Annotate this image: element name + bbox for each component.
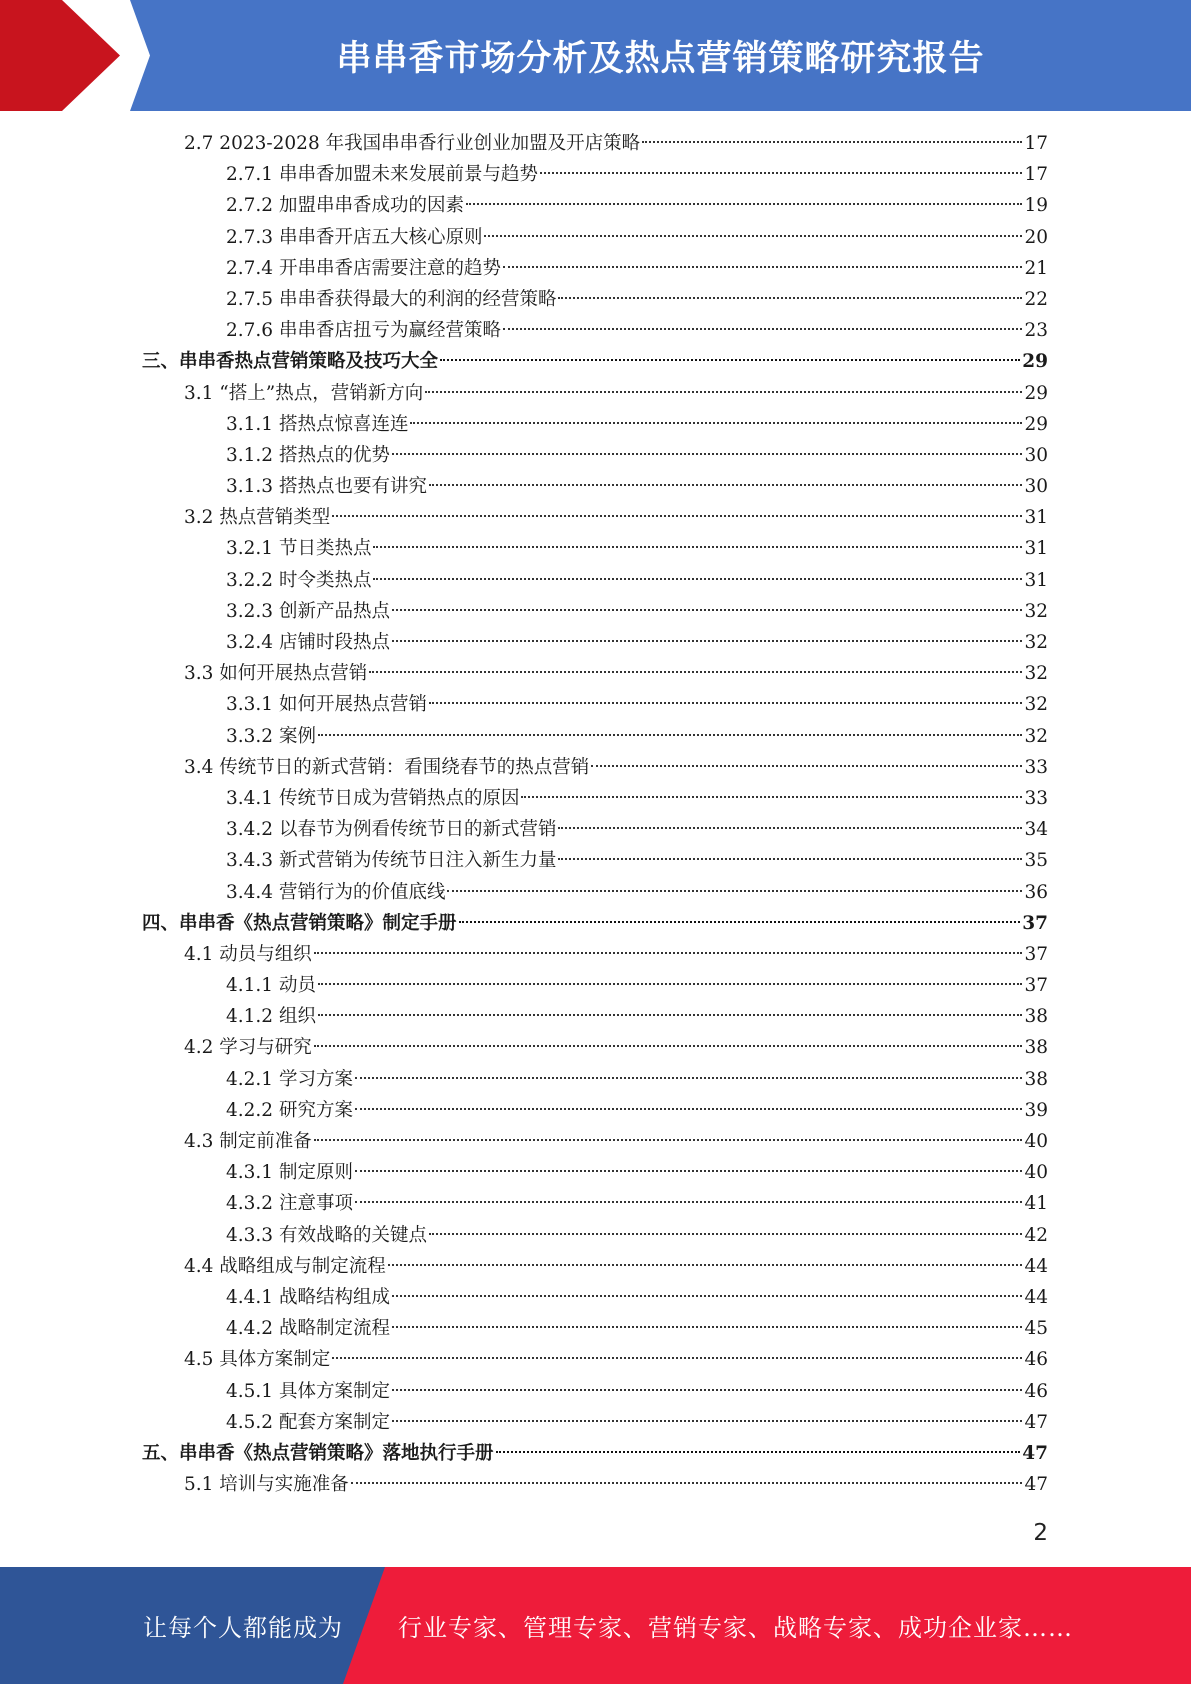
toc-entry-page: 36 (1024, 881, 1048, 903)
toc-entry[interactable] (142, 877, 1048, 908)
toc-dot-leader (392, 453, 1022, 455)
toc-entry-label: 5.1 培训与实施准备 (184, 1474, 349, 1496)
toc-dot-leader (503, 266, 1022, 268)
toc-entry-page: 30 (1024, 444, 1048, 466)
toc-dot-leader (355, 1201, 1023, 1203)
toc-entry[interactable] (142, 1438, 1048, 1469)
toc-entry-page: 31 (1024, 507, 1048, 529)
toc-entry[interactable] (142, 440, 1048, 471)
toc-dot-leader (429, 484, 1022, 486)
toc-entry[interactable] (142, 1095, 1048, 1126)
toc-entry[interactable] (142, 1064, 1048, 1095)
table-of-contents (142, 128, 1048, 1500)
toc-entry-page: 17 (1024, 133, 1048, 154)
footer-banner (0, 1567, 1191, 1684)
toc-entry-label: 3.4.3 新式营销为传统节日注入新生力量 (226, 850, 557, 872)
toc-entry[interactable] (142, 1126, 1048, 1157)
header-banner (0, 0, 1191, 111)
toc-entry-label: 4.3.3 有效战略的关键点 (226, 1224, 427, 1246)
toc-entry[interactable] (142, 253, 1048, 284)
toc-entry-label: 2.7.1 串串香加盟未来发展前景与趋势 (226, 164, 538, 186)
toc-entry[interactable] (142, 222, 1048, 253)
toc-entry-label: 3.2.1 节日类热点 (226, 538, 372, 560)
toc-entry[interactable] (142, 128, 1048, 159)
toc-entry-page: 45 (1024, 1318, 1048, 1340)
toc-dot-leader (466, 203, 1022, 205)
toc-entry-label: 3.2.3 创新产品热点 (226, 600, 390, 622)
toc-entry-page: 42 (1024, 1224, 1048, 1246)
toc-entry[interactable] (142, 1282, 1048, 1313)
toc-entry-label: 3.2.4 店铺时段热点 (226, 632, 390, 653)
toc-entry-page: 47 (1024, 1474, 1048, 1496)
toc-entry-label: 4.4.1 战略结构组成 (226, 1286, 390, 1308)
toc-dot-leader (429, 702, 1022, 704)
toc-dot-leader (351, 1482, 1023, 1484)
toc-entry-page: 47 (1022, 1442, 1048, 1464)
toc-entry-page: 35 (1024, 850, 1048, 872)
toc-dot-leader (392, 1389, 1022, 1391)
toc-entry-label: 4.1 动员与组织 (184, 943, 312, 965)
toc-dot-leader (425, 391, 1022, 393)
toc-entry[interactable] (142, 378, 1048, 409)
toc-entry-label: 4.2.2 研究方案 (226, 1099, 353, 1121)
toc-entry-label: 4.5 具体方案制定 (184, 1349, 331, 1371)
toc-entry[interactable] (142, 970, 1048, 1001)
toc-dot-leader (429, 1233, 1022, 1235)
toc-entry-label: 4.1.2 组织 (226, 1006, 316, 1028)
toc-entry[interactable] (142, 689, 1048, 720)
toc-entry-label: 2.7.6 串串香店扭亏为赢经营策略 (226, 320, 501, 342)
toc-entry-label: 4.5.2 配套方案制定 (226, 1411, 390, 1433)
toc-entry-page: 29 (1024, 382, 1048, 404)
toc-entry-label: 4.3 制定前准备 (184, 1131, 312, 1152)
toc-entry[interactable] (142, 190, 1048, 221)
toc-entry[interactable] (142, 1032, 1048, 1063)
toc-entry-label: 2.7.3 串串香开店五大核心原则 (226, 226, 483, 248)
toc-entry-label: 2.7.2 加盟串串香成功的因素 (226, 195, 464, 217)
toc-entry-label: 3.4 传统节日的新式营销：看围绕春节的热点营销 (184, 756, 590, 778)
toc-entry-page: 22 (1024, 288, 1048, 310)
toc-entry-label: 4.3.1 制定原则 (226, 1162, 353, 1184)
toc-entry-page: 33 (1024, 787, 1048, 809)
toc-entry-label: 3.1.1 搭热点惊喜连连 (226, 413, 409, 435)
toc-entry[interactable] (142, 565, 1048, 596)
toc-entry-page: 38 (1024, 1006, 1048, 1028)
toc-dot-leader (318, 734, 1023, 736)
toc-entry-page: 31 (1024, 538, 1048, 560)
toc-dot-leader (392, 1295, 1022, 1297)
toc-dot-leader (392, 1326, 1022, 1328)
toc-entry-page: 32 (1024, 632, 1048, 653)
toc-entry-page: 33 (1024, 756, 1048, 778)
toc-dot-leader (332, 1357, 1022, 1359)
toc-entry[interactable] (142, 284, 1048, 315)
toc-entry-page: 21 (1024, 257, 1048, 279)
toc-entry-page: 32 (1024, 600, 1048, 622)
toc-entry[interactable] (142, 1313, 1048, 1344)
toc-dot-leader (558, 858, 1022, 860)
toc-dot-leader (392, 1420, 1022, 1422)
toc-dot-leader (540, 172, 1022, 174)
toc-entry[interactable] (142, 814, 1048, 845)
toc-dot-leader (447, 890, 1022, 892)
toc-entry[interactable] (142, 1220, 1048, 1251)
toc-entry-page: 44 (1024, 1286, 1048, 1308)
toc-entry[interactable] (142, 721, 1048, 752)
footer-slogan-right: 行业专家、管理专家、营销专家、战略专家、成功企业家…… (398, 1614, 1073, 1642)
toc-entry-label: 3.3.2 案例 (226, 725, 316, 747)
toc-entry-page: 40 (1024, 1162, 1048, 1184)
toc-entry[interactable] (142, 159, 1048, 190)
toc-entry[interactable] (142, 409, 1048, 440)
toc-entry-label: 4.1.1 动员 (226, 975, 316, 997)
toc-dot-leader (373, 578, 1022, 580)
toc-entry-page: 32 (1024, 725, 1048, 747)
toc-dot-leader (503, 328, 1022, 330)
toc-entry-label: 三、串串香热点营销策略及技巧大全 (142, 351, 439, 373)
toc-dot-leader (558, 297, 1022, 299)
toc-entry[interactable] (142, 471, 1048, 502)
toc-entry[interactable] (142, 783, 1048, 814)
toc-entry-page: 46 (1024, 1349, 1048, 1371)
toc-entry[interactable] (142, 1469, 1048, 1500)
toc-entry-page: 23 (1024, 320, 1048, 342)
toc-entry-page: 31 (1024, 569, 1048, 591)
toc-entry-label: 4.2.1 学习方案 (226, 1068, 353, 1090)
toc-entry[interactable] (142, 939, 1048, 970)
toc-dot-leader (521, 796, 1022, 798)
toc-entry-label: 3.2 热点营销类型 (184, 507, 331, 529)
toc-entry-page: 47 (1024, 1411, 1048, 1433)
toc-entry[interactable] (142, 845, 1048, 876)
toc-entry-page: 19 (1024, 195, 1048, 217)
toc-entry-label: 2.7.4 开串串香店需要注意的趋势 (226, 257, 501, 279)
toc-entry[interactable] (142, 346, 1048, 377)
toc-entry-page: 37 (1024, 975, 1048, 997)
toc-entry-label: 五、串串香《热点营销策略》落地执行手册 (142, 1442, 494, 1464)
toc-entry[interactable] (142, 1001, 1048, 1032)
toc-entry-label: 3.4.1 传统节日成为营销热点的原因 (226, 787, 520, 809)
toc-entry-page: 39 (1024, 1099, 1048, 1121)
toc-entry-label: 4.4 战略组成与制定流程 (184, 1255, 386, 1277)
report-title: 串串香市场分析及热点营销策略研究报告 (336, 38, 985, 79)
toc-dot-leader (642, 141, 1022, 143)
toc-entry[interactable] (142, 627, 1048, 658)
toc-entry-label: 3.1.2 搭热点的优势 (226, 444, 390, 466)
toc-entry-page: 17 (1024, 164, 1048, 186)
toc-entry-page: 41 (1024, 1193, 1048, 1215)
toc-entry-label: 3.4.4 营销行为的价值底线 (226, 881, 446, 903)
toc-entry-page: 32 (1024, 694, 1048, 716)
page-number: 2 (1033, 1520, 1048, 1546)
toc-entry[interactable] (142, 1188, 1048, 1219)
toc-entry[interactable] (142, 1407, 1048, 1438)
toc-entry-page: 46 (1024, 1380, 1048, 1402)
toc-dot-leader (459, 921, 1021, 923)
toc-dot-leader (355, 1077, 1023, 1079)
toc-entry[interactable] (142, 752, 1048, 783)
toc-entry-label: 四、串串香《热点营销策略》制定手册 (142, 912, 457, 934)
toc-entry-page: 29 (1024, 413, 1048, 435)
toc-entry-label: 4.4.2 战略制定流程 (226, 1318, 390, 1340)
toc-dot-leader (558, 827, 1022, 829)
toc-dot-leader (440, 359, 1020, 361)
toc-entry-label: 3.1.3 搭热点也要有讲究 (226, 476, 427, 498)
toc-dot-leader (388, 1264, 1023, 1266)
toc-entry-label: 3.2.2 时令类热点 (226, 569, 372, 591)
toc-dot-leader (591, 765, 1022, 767)
toc-dot-leader (496, 1451, 1021, 1453)
toc-dot-leader (392, 640, 1022, 642)
toc-entry[interactable] (142, 596, 1048, 627)
toc-dot-leader (369, 671, 1022, 673)
toc-dot-leader (392, 609, 1022, 611)
toc-entry-label: 2.7.5 串串香获得最大的利润的经营策略 (226, 288, 557, 310)
toc-entry[interactable] (142, 1376, 1048, 1407)
toc-dot-leader (318, 1014, 1023, 1016)
toc-entry-page: 32 (1024, 663, 1048, 685)
toc-entry-page: 44 (1024, 1255, 1048, 1277)
toc-dot-leader (332, 515, 1022, 517)
toc-dot-leader (314, 952, 1023, 954)
toc-entry[interactable] (142, 315, 1048, 346)
toc-entry-page: 30 (1024, 476, 1048, 498)
toc-entry-page: 37 (1022, 912, 1048, 934)
toc-entry-page: 29 (1022, 351, 1048, 373)
toc-entry-label: 3.3.1 如何开展热点营销 (226, 694, 427, 716)
toc-entry-page: 34 (1024, 819, 1048, 841)
footer-slogan-left: 让每个人都能成为 (143, 1614, 343, 1642)
toc-entry[interactable] (142, 658, 1048, 689)
toc-entry-label: 4.2 学习与研究 (184, 1037, 312, 1059)
toc-entry-page: 40 (1024, 1131, 1048, 1152)
toc-entry-label: 3.1 “搭上”热点，营销新方向 (184, 382, 424, 404)
toc-entry-label: 4.5.1 具体方案制定 (226, 1380, 390, 1402)
toc-entry[interactable] (142, 908, 1048, 939)
toc-entry[interactable] (142, 533, 1048, 564)
toc-dot-leader (484, 235, 1022, 237)
toc-entry-page: 38 (1024, 1068, 1048, 1090)
toc-entry-page: 37 (1024, 943, 1048, 965)
toc-dot-leader (355, 1170, 1023, 1172)
toc-entry-page: 38 (1024, 1037, 1048, 1059)
toc-entry-label: 4.3.2 注意事项 (226, 1193, 353, 1215)
toc-dot-leader (373, 546, 1022, 548)
toc-entry-page: 20 (1024, 226, 1048, 248)
toc-entry-label: 2.7 2023-2028 年我国串串香行业创业加盟及开店策略 (184, 133, 641, 154)
toc-entry-label: 3.3 如何开展热点营销 (184, 663, 368, 685)
toc-dot-leader (314, 1139, 1023, 1141)
toc-entry[interactable] (142, 1157, 1048, 1188)
toc-entry-label: 3.4.2 以春节为例看传统节日的新式营销 (226, 819, 557, 841)
toc-dot-leader (410, 422, 1022, 424)
toc-entry[interactable] (142, 1251, 1048, 1282)
toc-entry[interactable] (142, 502, 1048, 533)
toc-entry[interactable] (142, 1344, 1048, 1375)
toc-dot-leader (355, 1108, 1023, 1110)
toc-dot-leader (314, 1045, 1023, 1047)
toc-dot-leader (318, 983, 1023, 985)
